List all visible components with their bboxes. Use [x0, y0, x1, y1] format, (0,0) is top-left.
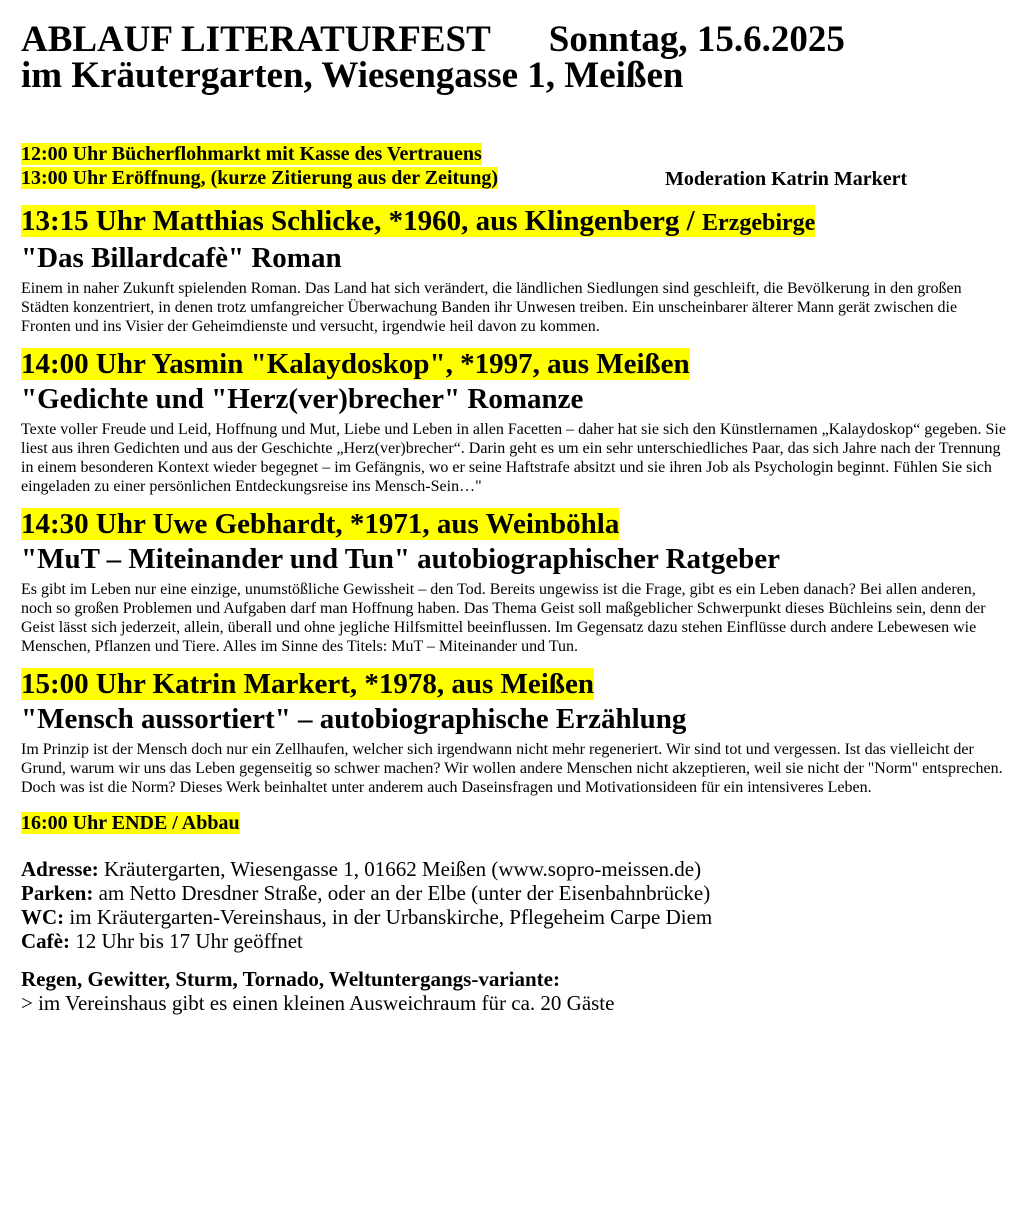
reading-work-title: "Mensch aussortiert" – autobiographische Erzählung: [21, 703, 687, 735]
reading-3: [21, 508, 1006, 656]
reading-slot-extra: Erzgebirge: [702, 210, 816, 236]
reading-slot: [21, 508, 1006, 541]
rain-text: > im Vereinshaus gibt es einen kleinen Ausweichraum für ca. 20 Gäste: [21, 991, 615, 1015]
parking-value: am Netto Dresdner Straße, oder an der Elbe (unter der Eisenbahnbrücke): [93, 881, 711, 905]
reading-slot: [21, 668, 1006, 701]
opening-line: 13:00 Uhr Eröffnung, (kurze Zitierung aus der Zeitung): [21, 167, 499, 189]
reading-slot-text: 14:00 Uhr Yasmin "Kalaydoskop", *1997, aus Meißen: [21, 348, 690, 380]
reading-1: [21, 205, 1006, 336]
header: [21, 19, 1006, 96]
parking-row: [21, 881, 1006, 905]
cafe-row: [21, 929, 1006, 953]
reading-work-title: "Gedichte und "Herz(ver)brecher" Romanze: [21, 383, 584, 415]
cafe-label: Cafè:: [21, 929, 70, 953]
wc-value: im Kräutergarten-Vereinshaus, in der Urbanskirche, Pflegeheim Carpe Diem: [64, 905, 713, 929]
reading-description: Es gibt im Leben nur eine einzige, unumstößliche Gewissheit – den Tod. Bereits ungewiss ist die Frage, gibt es ein Leben danach? Bei allen anderen, noch so großen Problemen und Aufgaben darf man Hoffnung haben. Das Thema Geist soll maßgeblicher Schwerpunkt dieses Büchleins sein, denn der Geist lässt sich jederzeit, allein, überall und ohne jegliche Hilfsmittel beeinflussen. Im Gegensatz dazu stehen Einflüsse durch andere Lebewesen wie Menschen, Pflanzen und Tiere. Alles im Sinne des Titels: MuT – Miteinander und Tun.: [21, 581, 986, 655]
reading-description: Im Prinzip ist der Mensch doch nur ein Zellhaufen, welcher sich irgendwann nicht mehr regeneriert. Wir sind tot und vergessen. Ist das vielleicht der Grund, warum wir uns das Leben gegenseitig so schwer machen? Wir wollen andere Menschen nicht akzeptieren, weil sie nicht der "Norm" entsprechen. Doch was ist die Norm? Dieses Werk beinhaltet unter anderem auch Daseinsfragen und Motivationsideen für ein intensiveres Leben.: [21, 741, 1003, 796]
program-page: [21, 19, 1006, 1015]
reading-work-title: "MuT – Miteinander und Tun" autobiographischer Ratgeber: [21, 543, 780, 575]
reading-slot: [21, 205, 1006, 240]
reading-slot-text: 15:00 Uhr Katrin Markert, *1978, aus Meißen: [21, 668, 594, 700]
wc-label: WC:: [21, 905, 65, 929]
reading-slot-text: 14:30 Uhr Uwe Gebhardt, *1971, aus Weinböhla: [21, 508, 620, 540]
reading-description: Texte voller Freude und Leid, Hoffnung und Mut, Liebe und Leben in allen Facetten – daher hat sie sich den Künstlernamen „Kalaydoskop“ gegeben. Sie liest aus ihren Gedichten und aus der Geschichte „Herz(ver)brecher“. Darin geht es um ein sehr unterschiedliches Paar, das sich Jahre nach der Trennung in einem besonderen Kontext wieder begegnet – im Gefängnis, wo er seine Haftstrafe absitzt und sie ihren Job als Psychologin beginnt. Fühlen Sie sich eingeladen zu einer persönlichen Entdeckungsreise ins Mensch-Sein…": [21, 421, 1006, 495]
reading-slot-text: 13:15 Uhr Matthias Schlicke, *1960, aus Klingenberg /: [21, 205, 695, 237]
wc-row: [21, 905, 1006, 929]
end-line: 16:00 Uhr ENDE / Abbau: [21, 812, 240, 834]
reading-work-title: "Das Billardcafè" Roman: [21, 242, 342, 274]
opening-block: [21, 142, 1006, 190]
event-location: im Kräutergarten, Wiesengasse 1, Meißen: [21, 55, 684, 96]
flea-market-line: 12:00 Uhr Bücherflohmarkt mit Kasse des Vertrauens: [21, 143, 482, 165]
parking-label: Parken:: [21, 881, 94, 905]
rain-heading: Regen, Gewitter, Sturm, Tornado, Weltuntergangs-variante:: [21, 967, 560, 991]
address-value: Kräutergarten, Wiesengasse 1, 01662 Meißen (www.sopro-meissen.de): [98, 857, 702, 881]
address-label: Adresse:: [21, 857, 99, 881]
reading-description: Einem in naher Zukunft spielenden Roman. Das Land hat sich verändert, die ländlichen Siedlungen sind geschleift, die Bevölkerung in den großen Städten konzentriert, in denen trotz umfangreicher Überwachung Banden ihr Unwesen treiben. Ein unscheinbarer älterer Mann gerät zwischen die Fronten und ins Visier der Geheimdienste und versucht, irgendwie heil davon zu kommen.: [21, 280, 962, 335]
reading-4: [21, 668, 1006, 797]
event-date: Sonntag, 15.6.2025: [548, 19, 845, 60]
info-block: [21, 857, 1006, 953]
reading-slot: [21, 348, 1006, 381]
moderation-label: Moderation Katrin Markert: [665, 168, 908, 190]
page-title: ABLAUF LITERATURFEST: [21, 19, 491, 60]
address-row: [21, 857, 1006, 881]
cafe-value: 12 Uhr bis 17 Uhr geöffnet: [69, 929, 303, 953]
end-row: [21, 811, 1006, 835]
flea-market-row: [21, 142, 1006, 166]
reading-2: [21, 348, 1006, 496]
opening-row: [21, 166, 1006, 190]
page-title-row: [21, 19, 1006, 60]
rain-block: [21, 967, 1006, 1015]
